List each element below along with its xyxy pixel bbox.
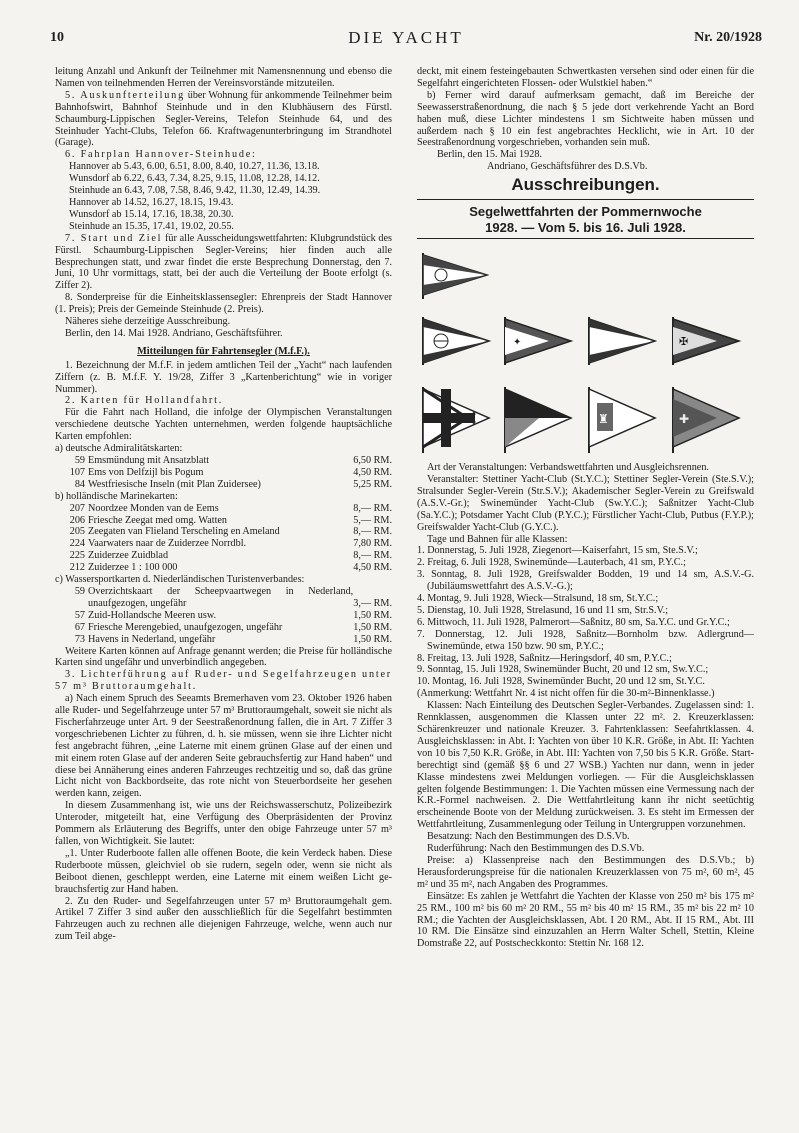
map-category: b) holländische Marinekarten: bbox=[55, 490, 178, 502]
map-table-b bbox=[55, 503, 392, 574]
table-row: 84 Westfriesische Inseln (mit Plan Zuidersee) 5,25 RM. bbox=[74, 478, 392, 490]
right-column bbox=[417, 66, 754, 950]
burgees-illustration bbox=[417, 247, 754, 462]
paragraph: Ruderführung: Nach den Bestimmungen des D.S.Vb. bbox=[427, 843, 645, 855]
schedule-line: Steinhude an 15.35, 17.41, 19.02, 20.55. bbox=[69, 220, 234, 232]
issue-number: Nr. 20/1928 bbox=[694, 30, 762, 45]
paragraph: a) Nach einem Spruch des Seeamts Bremerhaven vom 23. Oktober 1926 haben alle Ruder- und Segelfahrzeuge unter 57 m³ Bruttoraumgehalt, soweit sie nicht als Fischerfahrzeuge unter Art. 9 der Seestraßenordnung fallen, die in Art. 7 Ziffer 3 vorgeschriebenen Lichter zu führen, d. h. sie müssen, wenn sie ihre Lichter nicht fest angebracht führen, „eine Laterne mit einem grünen Glase auf der einen und mit einem roten Glase auf der anderen Seite gebrauchsfertig zur Hand haben“ und diese bei Annäherung eines anderen Fahrzeuges rechtzeitig und so, daß das grüne Licht nicht von Backbordseite, das rote nicht von Steuerbordseite her gesehen werden kann, zeigen. bbox=[55, 693, 392, 800]
page-number: 10 bbox=[50, 30, 64, 45]
table-row: 206 Friesche Zeegat med omg. Watten 5,— RM. bbox=[69, 514, 392, 526]
paragraph: Weitere Karten können auf Anfrage genannt werden; die Preise für holländische Karten sind ungefähr und unverbindlich angegeben. bbox=[55, 645, 392, 669]
regatta-date-line: 1928. — Vom 5. bis 16. Juli 1928. bbox=[485, 220, 686, 236]
list-item: 7. Donnerstag, 12. Juli 1928, Saßnitz—Bornholm bzw. Adlergrund—Swinemünde, etwa 150 bzw. 90 sm, P.Y.C.; bbox=[417, 628, 754, 652]
map-category: a) deutsche Admiralitätskarten: bbox=[55, 443, 183, 455]
signature-line: Berlin, den 14. Mai 1928. Andriano, Geschäftsführer. bbox=[65, 327, 283, 339]
paragraph: Tage und Bahnen für alle Klassen: bbox=[427, 533, 568, 545]
table-row: 205 Zeegaten van Flieland Terscheling en Ameland 8,— RM. bbox=[69, 526, 392, 538]
schedule-line: Wunsdorf ab 15.14, 17.16, 18.38, 20.30. bbox=[69, 208, 234, 220]
note: (Anmerkung: Wettfahrt Nr. 4 ist nicht offen für die 30-m²-Binnenklasse.) bbox=[417, 688, 715, 700]
list-item: 3. Sonntag, 8. Juli 1928, Greifswalder Bodden, 19 und 14 sm, A.S.V.-G. (Jubiläumswettfahrt des A.S.V.-G.); bbox=[417, 569, 754, 593]
burgee-icon bbox=[673, 317, 739, 365]
burgee-icon bbox=[505, 387, 571, 453]
section-heading: Mitteilungen für Fahrtensegler (M.f.F.). bbox=[137, 345, 310, 357]
schedule-line: Steinhude an 6.43, 7.08, 7.58, 8.46, 9.42, 11.30, 12.49, 14.39. bbox=[69, 185, 321, 197]
schedule-line: Wunsdorf ab 6.22, 6.43, 7.34, 8.25, 9.15, 11.08, 12.28, 14.12. bbox=[69, 173, 320, 185]
table-row: 107 Ems von Delfzijl bis Pogum 4,50 RM. bbox=[69, 466, 392, 478]
table-row: 212 Zuiderzee 1 : 100 000 4,50 RM. bbox=[69, 562, 392, 574]
paragraph: 8. Sonderpreise für die Einheitsklassensegler: Ehrenpreis der Stadt Hannover (1. Preis); Preis der Gemeinde Steinhude (2. Preis). bbox=[55, 292, 392, 316]
paragraph: „1. Unter Ruderboote fallen alle offenen Boote, die kein Verdeck haben. Diese Ruderboote müssen, gleichviel ob sie rudern, segeln oder, wenn sie nicht als Beiboot dienen, geschleppt werden, eine Laterne mit einem weißen Licht gebrauchsfertig zur Hand haben. bbox=[55, 847, 392, 895]
race-days-list bbox=[417, 545, 754, 688]
paragraph: Veranstalter: Stettiner Yacht-Club (St.Y.C.); Stettiner Segler-Verein (Ste.S.V.); Stralsunder Segler-Verein (Str.S.V.); Akademischer Segler-Verein zu Greifswald (A.S.V.-Gr.); Swinemünder Yacht-Club (Sw.Y.C.); Saßnitzer Yacht-Club (Sa.Y.C.); Potsdamer Yacht Club (P.Y.C.); Fürstlicher Yacht-Club, Putbus (F.Y.P.); Greifswalder Yacht-Club (G.Y.C.). bbox=[417, 473, 754, 533]
date-line: Berlin, den 15. Mai 1928. bbox=[437, 149, 542, 161]
table-row: 57 Zuid-Hollandsche Meeren usw. 1,50 RM. bbox=[74, 609, 392, 621]
table-row: 73 Havens in Nederland, ungefähr 1,50 RM. bbox=[74, 633, 392, 645]
paragraph: 5. Auskunfterteilung über Wohnung für ankommende Teilnehmer beim Bahnhofswirt, Bahnhof Steinhude und in den Klubhäusern des Fürstl. Schaumburg-Lippischen Segler-Vereins, Telefon Steinhude 64, und des Steinhuder Yacht-Clubs, Telefon 66. Kraftwagenunterbringung im Strandhotel (Garage). bbox=[55, 89, 392, 149]
list-item: 6. Mittwoch, 11. Juli 1928, Palmerort—Saßnitz, 80 sm, Sa.Y.C. und Gr.Y.C.; bbox=[417, 616, 730, 628]
journal-title: DIE YACHT bbox=[348, 28, 464, 47]
paragraph: Preise: a) Klassenpreise nach den Bestimmungen des D.S.Vb.; b) Herausforderungspreise für die nationalen Kreuzerklassen von 75 m², 60 m², 45 m² und 35 m², nach Angaben des Programmes. bbox=[417, 854, 754, 890]
paragraph: 2. Zu den Ruder- und Segelfahrzeugen unter 57 m³ Bruttoraumgehalt gem. Artikel 7 Ziffer 3 sind außer den ausschließlich für die Segelfahrt bestimmten Fahrzeugen auch zu rechnen alle diejenigen Fahrzeuge, welche, wenn auch nur zum Teil abge- bbox=[55, 895, 392, 943]
regatta-title-line: Segelwettfahrten der Pommernwoche bbox=[469, 204, 702, 220]
left-column bbox=[55, 66, 392, 943]
burgee-icon bbox=[505, 317, 571, 365]
paragraph: b) Ferner wird darauf aufmerksam gemacht, daß im Bereiche der Seewasserstraßenordnung, die nach § 5 jede dort verkehrende Yacht an Bord haben muß, diese Lichter mindestens 1 sm Sichtweite haben müssen und außerdem nach § 10 ein fest angebrachtes Hecklicht, wie in Art. 10 der Seestraßenordnung vorgeschrieben, vorhanden sein muß. bbox=[417, 89, 754, 149]
map-table-c bbox=[55, 586, 392, 646]
list-item: 5. Dienstag, 10. Juli 1928, Strelasund, 16 und 11 sm, Str.S.V.; bbox=[417, 604, 669, 616]
map-category: c) Wassersportkarten d. Niederländischen Turistenverbandes: bbox=[55, 574, 305, 586]
burgee-icon bbox=[423, 317, 489, 365]
train-schedule bbox=[55, 161, 392, 232]
paragraph: Besatzung: Nach den Bestimmungen des D.S.Vb. bbox=[427, 831, 630, 843]
paragraph: leitung Anzahl und Ankunft der Teilnehmer mit Namensnennung und ebenso die Namen von teilnehmenden Herren der Vereinsvorstände mitzuteilen. bbox=[55, 66, 392, 89]
signature-line: Andriano, Geschäftsführer des D.S.Vb. bbox=[487, 161, 648, 173]
burgee-icon bbox=[589, 317, 655, 365]
list-item: 1. Donnerstag, 5. Juli 1928, Ziegenort—Kaiserfahrt, 15 sm, Ste.S.V.; bbox=[417, 545, 698, 557]
map-table-a bbox=[55, 455, 392, 491]
svg-text:✚: ✚ bbox=[679, 412, 690, 427]
paragraph: deckt, mit einem festeingebauten Schwertkasten versehen sind oder einen für die Segelfahrt eingerichteten Flossen- oder Wulstkiel haben.“ bbox=[417, 66, 754, 89]
paragraph: 2. Karten für Hollandfahrt. bbox=[65, 395, 224, 407]
paragraph: 3. Lichterführung auf Ruder- und Segelfahrzeugen unter 57 m³ Bruttoraumgehalt. bbox=[55, 669, 392, 693]
table-row: 225 Zuiderzee Zuidblad 8,— RM. bbox=[69, 550, 392, 562]
schedule-heading: 6. Fahrplan Hannover-Steinhude: bbox=[65, 149, 257, 161]
club-burgees-figure bbox=[417, 247, 754, 462]
svg-text:✠: ✠ bbox=[679, 335, 689, 349]
section-title: Ausschreibungen. bbox=[511, 175, 660, 195]
paragraph: Art der Veranstaltungen: Verbandswettfahrten und Ausgleichsrennen. bbox=[427, 462, 709, 474]
paragraph: Einsätze: Es zahlen je Wettfahrt die Yachten der Klasse von 250 m² bis 175 m² 25 RM., 100 m² bis 60 m² 20 RM., 55 m² bis 40 m² 15 RM., 35 m² bis 22 m² 10 RM.; die Yachten der Ausgleichsklassen, Abt. I 20 RM., Abt. II 15 RM., Abt. III 10 RM. Die Einsätze sind einzuzahlen an Herrn Walter Schell, Stettin, Kleine Domstraße 22, auf Postscheckkonto: Stettin Nr. 168 12. bbox=[417, 890, 754, 950]
paragraph: Näheres siehe derzeitige Ausschreibung. bbox=[65, 316, 231, 328]
burgee-icon bbox=[423, 387, 489, 453]
burgee-icon bbox=[589, 387, 655, 453]
page-header bbox=[50, 30, 762, 52]
list-item: 8. Freitag, 13. Juli 1928, Saßnitz—Heringsdorf, 40 sm, P.Y.C.; bbox=[417, 652, 672, 664]
schedule-line: Hannover ab 14.52, 16.27, 18.15, 19.43. bbox=[69, 196, 234, 208]
paragraph: In diesem Zusammenhang ist, wie uns der Reichswasserschutz, Polizeibezirk Unteroder, mitgeteilt hat, eine Verfügung des Oberpräsidenten der Provinz Pommern als Erläuterung des Begriffs, unter den obige Fahrzeuge unter 57 m³ fallen, von Wichtigkeit. Sie lautet: bbox=[55, 800, 392, 847]
regatta-title-box bbox=[417, 199, 754, 239]
svg-text:♜: ♜ bbox=[598, 412, 609, 427]
table-row: 59 Emsmündung mit Ansatzblatt 6,50 RM. bbox=[74, 455, 392, 466]
list-item: 4. Montag, 9. Juli 1928, Wieck—Stralsund, 18 sm, St.Y.C.; bbox=[417, 593, 659, 605]
list-item: 9. Sonntag, 15. Juli 1928, Swinemünder Bucht, 20 und 12 sm, Sw.Y.C.; bbox=[417, 664, 709, 676]
paragraph: Für die Fahrt nach Holland, die infolge der Olympischen Veranstaltungen verschiedene deutsche Yachten unternehmen, werden folgende hauptsächliche Karten empfohlen: bbox=[55, 407, 392, 443]
schedule-line: Hannover ab 5.43, 6.00, 6.51, 8.00, 8.40, 10.27, 11.36, 13.18. bbox=[69, 161, 320, 173]
svg-text:✦: ✦ bbox=[513, 337, 522, 349]
paragraph: 1. Bezeichnung der M.f.F. in jedem amtlichen Teil der „Yacht“ nach laufenden Ziffern (z. B. M.f.F. Y. 19/28, Ziffer 3 „Kartenberichtung“ wie in voriger Nummer). bbox=[55, 359, 392, 395]
list-item: 2. Freitag, 6. Juli 1928, Swinemünde—Lauterbach, 41 sm, P.Y.C.; bbox=[417, 557, 686, 569]
table-row: 207 Noordzee Monden van de Eems 8,— RM. bbox=[69, 502, 392, 514]
burgee-icon bbox=[423, 253, 487, 299]
paragraph: 7. Start und Ziel für alle Ausscheidungswettfahrten: Klubgrundstück des Fürstl. Schaumburg-Lippischen Segler-Vereins; hier finden auch alle Besprechungen statt, und zwar findet die erste Besprechung Donnerstag, den 7. Juni, 10 Uhr vormittags, statt, bei der auch die Verteilung der Boote erfolgt (s. Ziffer 2). bbox=[55, 232, 392, 292]
table-row: 59 Overzichtskaart der Scheepvaartwegen in Nederland, unaufgezogen, ungefähr 3,— RM. bbox=[74, 585, 392, 609]
paragraph: Klassen: Nach Einteilung des Deutschen Segler-Verbandes. Zugelassen sind: 1. Rennklassen, ausgenommen die Klassen unter 22 m². 2. Kreuzerklassen: Schärenkreuzer und nationale Kreuzer. 3. Fahrtenklassen: Seefahrtklassen. 4. Ausgleichsklassen: in Abt. I: Yachten von über 10 K.R. Größe, in Abt. II: Yachten von 10 bis 7,50 K.R. Größe, in Abt. III: Yachten von 7,50 bis 5 K.R. Größe. Startberechtigt sind (gemäß §§ 6 und 27 WSB.) Yachten nur dann, wenn in jeder Klasse mindestens zwei Meldungen vorliegen. — Für die Ausgleichsklassen gelten folgende Bestimmungen: 1. Die Yachten müssen eine Vermessung nach der K.R.-Formel nachweisen. 2. Die Wettfahrtleitung kann ihr nicht seetüchtig erscheinende Boote von der Meldung zurückweisen. 3. Es steht im Ermessen der Wettfahrtleitung, Zusammenlegung oder Teilung in Untergruppen vorzunehmen. bbox=[417, 700, 754, 831]
list-item: 10. Montag, 16. Juli 1928, Swinemünder Bucht, 20 und 12 sm, St.Y.C. bbox=[417, 676, 705, 688]
table-row: 224 Vaarwaters naar de Zuiderzee Norrdbl. 7,80 RM. bbox=[69, 538, 392, 550]
table-row: 67 Friesche Merengebied, unaufgezogen, ungefähr 1,50 RM. bbox=[74, 621, 392, 633]
burgee-icon bbox=[673, 387, 739, 453]
